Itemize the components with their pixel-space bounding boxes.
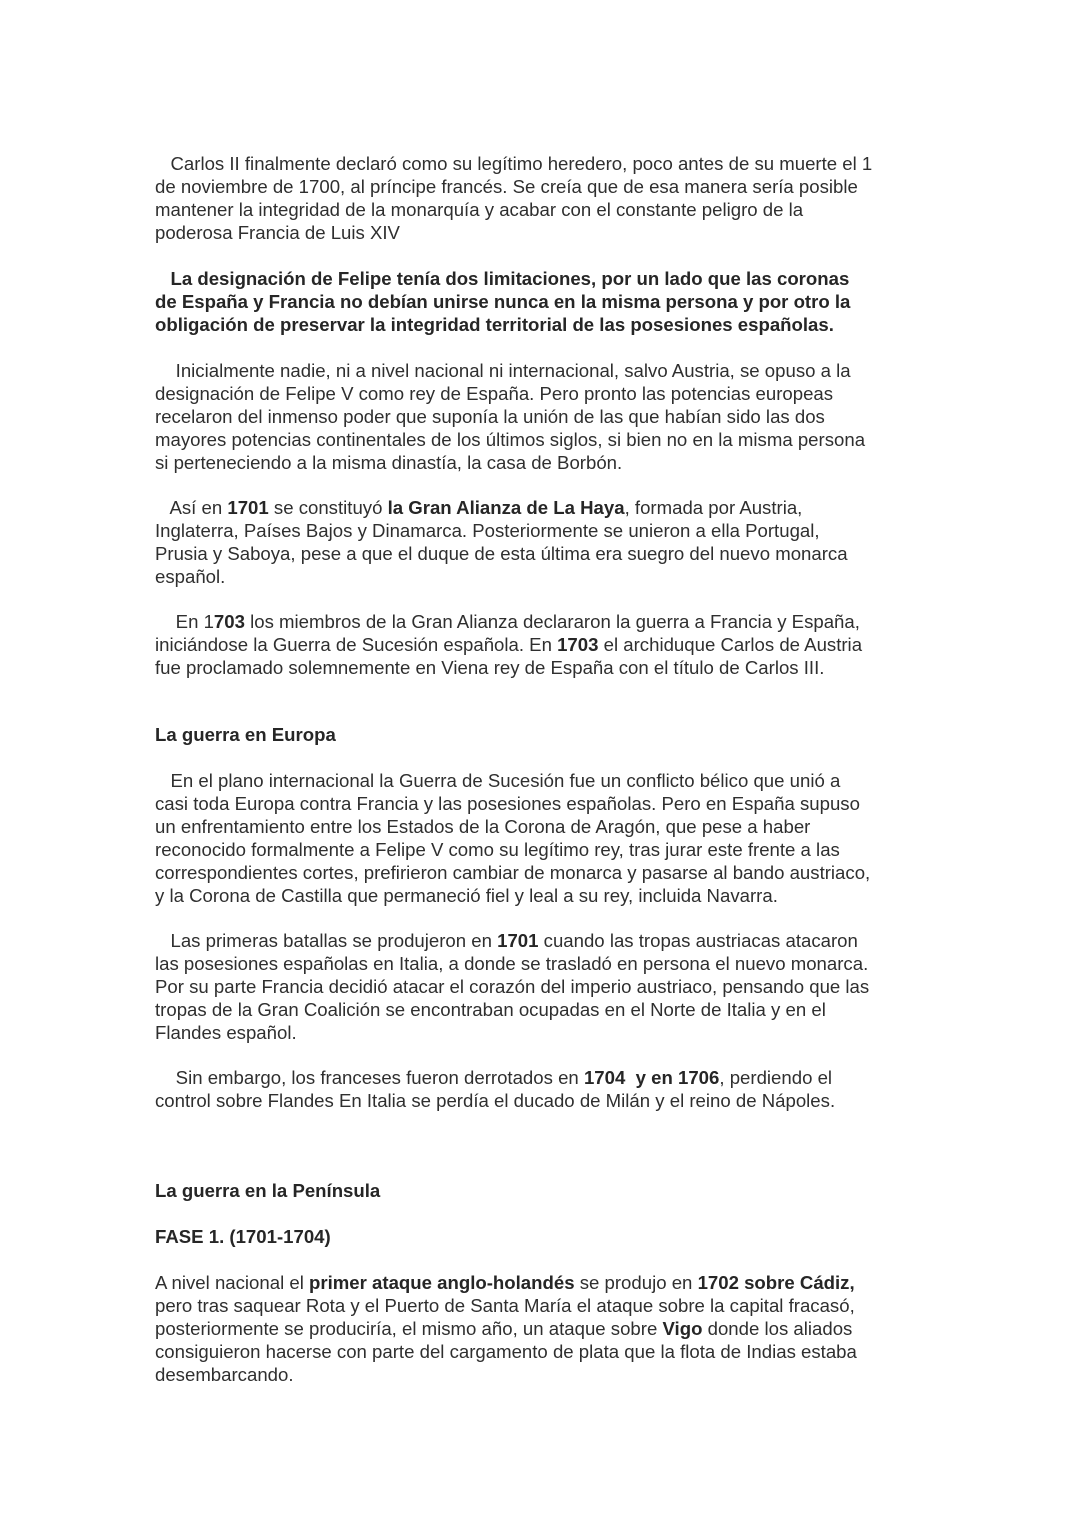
text-line xyxy=(155,929,955,952)
text-run: fue proclamado solemnemente en Viena rey de España con el título de Carlos III. xyxy=(155,657,825,678)
bold-text: de España y Francia no debían unirse nunca en la misma persona y por otro la xyxy=(155,291,851,312)
text-run: Así en xyxy=(155,497,228,518)
text-line xyxy=(155,451,955,474)
text-run: las posesiones españolas en Italia, a donde se trasladó en persona el nuevo monarca. xyxy=(155,953,869,974)
text-run: Inglaterra, Países Bajos y Dinamarca. Posteriormente se unieron a ella Portugal, xyxy=(155,520,820,541)
text-run: Inicialmente nadie, ni a nivel nacional ni internacional, salvo Austria, se opuso a la xyxy=(155,360,851,381)
text-line xyxy=(155,1225,955,1248)
bold-text: 703 xyxy=(213,611,245,632)
text-run: Sin embargo, los franceses fueron derrotados en xyxy=(155,1067,584,1088)
text-run: recelaron del inmenso poder que suponía la unión de las que habían sido las dos xyxy=(155,406,825,427)
text-run: poderosa Francia de Luis XIV xyxy=(155,222,400,243)
text-line xyxy=(155,290,955,313)
text-run: En el plano internacional la Guerra de Sucesión fue un conflicto bélico que unió a xyxy=(155,770,841,791)
text-run: si perteneciendo a la misma dinastía, la casa de Borbón. xyxy=(155,452,623,473)
text-run: Por su parte Francia decidió atacar el corazón del imperio austriaco, pensando que las xyxy=(155,976,870,997)
text-run: tropas de la Gran Coalición se encontraban ocupadas en el Norte de Italia y en el xyxy=(155,999,826,1020)
text-line xyxy=(155,792,955,815)
bold-text: 1703 xyxy=(557,634,599,655)
section-heading xyxy=(155,723,955,746)
text-line xyxy=(155,359,955,382)
text-run: y la Corona de Castilla que permaneció fiel y leal a su rey, incluida Navarra. xyxy=(155,885,778,906)
section-heading xyxy=(155,1225,955,1248)
text-line xyxy=(155,496,955,519)
text-line xyxy=(155,1089,955,1112)
text-run: casi toda Europa contra Francia y las posesiones españolas. Pero en España supuso xyxy=(155,793,860,814)
bold-text: 1704 y en 1706 xyxy=(583,1067,720,1088)
text-line xyxy=(155,998,955,1021)
text-run: mayores potencias continentales de los últimos siglos, si bien no en la misma persona xyxy=(155,429,866,450)
text-line xyxy=(155,952,955,975)
text-line xyxy=(155,221,955,244)
text-run: español. xyxy=(155,566,226,587)
text-run: los miembros de la Gran Alianza declararon la guerra a Francia y España, xyxy=(244,611,860,632)
text-line xyxy=(155,1271,955,1294)
text-run: de noviembre de 1700, al príncipe francés. Se creía que de esa manera sería posible xyxy=(155,176,858,197)
text-run: donde los aliados xyxy=(702,1318,853,1339)
paragraph xyxy=(155,929,955,1044)
text-run: consiguieron hacerse con parte del cargamento de plata que la flota de Indias estaba xyxy=(155,1341,857,1362)
text-run: , formada por Austria, xyxy=(624,497,803,518)
text-line xyxy=(155,633,955,656)
text-run: mantener la integridad de la monarquía y acabar con el constante peligro de la xyxy=(155,199,804,220)
paragraph xyxy=(155,359,955,474)
text-line xyxy=(155,975,955,998)
paragraph xyxy=(155,769,955,907)
bold-text: La guerra en la Península xyxy=(155,1180,381,1201)
paragraph xyxy=(155,610,955,679)
text-run: Flandes español. xyxy=(155,1022,297,1043)
text-line xyxy=(155,313,955,336)
text-run: pero tras saquear Rota y el Puerto de Santa María el ataque sobre la capital fracasó, xyxy=(155,1295,855,1316)
text-line xyxy=(155,884,955,907)
text-run: control sobre Flandes En Italia se perdía el ducado de Milán y el reino de Nápoles. xyxy=(155,1090,836,1111)
text-run: el archiduque Carlos de Austria xyxy=(598,634,863,655)
text-line xyxy=(155,656,955,679)
text-line xyxy=(155,152,955,175)
text-line xyxy=(155,838,955,861)
text-line xyxy=(155,610,955,633)
bold-text: Vigo xyxy=(662,1318,703,1339)
text-run: un enfrentamiento entre los Estados de la Corona de Aragón, que pese a haber xyxy=(155,816,811,837)
text-run: A nivel nacional el xyxy=(155,1272,310,1293)
text-line xyxy=(155,428,955,451)
bold-text: 1701 xyxy=(227,497,269,518)
text-run: se constituyó xyxy=(268,497,388,518)
text-run: , perdiendo el xyxy=(719,1067,833,1088)
bold-text: primer ataque anglo-holandés xyxy=(309,1272,575,1293)
paragraph xyxy=(155,1271,955,1386)
text-line xyxy=(155,1340,955,1363)
bold-text: 1701 xyxy=(497,930,539,951)
text-line xyxy=(155,861,955,884)
text-line xyxy=(155,1179,955,1202)
bold-text: obligación de preservar la integridad territorial de las posesiones españolas. xyxy=(155,314,834,335)
text-line xyxy=(155,405,955,428)
paragraph xyxy=(155,496,955,588)
text-line xyxy=(155,1363,955,1386)
text-run: se produjo en xyxy=(574,1272,698,1293)
text-run: desembarcando. xyxy=(155,1364,294,1385)
text-line xyxy=(155,1021,955,1044)
text-run: correspondientes cortes, prefirieron cambiar de monarca y pasarse al bando austriaco, xyxy=(155,862,871,883)
text-run: reconocido formalmente a Felipe V como su legítimo rey, tras jurar este frente a las xyxy=(155,839,840,860)
paragraph xyxy=(155,1066,955,1112)
bold-text: La guerra en Europa xyxy=(155,724,336,745)
text-line xyxy=(155,198,955,221)
text-line xyxy=(155,542,955,565)
text-run: designación de Felipe V como rey de España. Pero pronto las potencias europeas xyxy=(155,383,834,404)
section-heading xyxy=(155,1179,955,1202)
bold-text: la Gran Alianza de La Haya xyxy=(387,497,625,518)
bold-text: 1702 sobre Cádiz, xyxy=(697,1272,855,1293)
text-line xyxy=(155,1294,955,1317)
bold-text: La designación de Felipe tenía dos limitaciones, por un lado que las coronas xyxy=(155,268,850,289)
text-run: Las primeras batallas se produjeron en xyxy=(155,930,498,951)
text-run: posteriormente se produciría, el mismo año, un ataque sobre xyxy=(155,1318,663,1339)
text-run: cuando las tropas austriacas atacaron xyxy=(538,930,858,951)
text-line xyxy=(155,1066,955,1089)
text-line xyxy=(155,267,955,290)
text-run: Prusia y Saboya, pese a que el duque de esta última era suegro del nuevo monarca xyxy=(155,543,848,564)
text-run: Carlos II finalmente declaró como su legítimo heredero, poco antes de su muerte el 1 xyxy=(155,153,873,174)
text-line xyxy=(155,815,955,838)
bold-text: FASE 1. (1701-1704) xyxy=(155,1226,331,1247)
text-line xyxy=(155,175,955,198)
text-run: En 1 xyxy=(155,611,214,632)
paragraph xyxy=(155,267,955,336)
text-line xyxy=(155,565,955,588)
text-run: iniciándose la Guerra de Sucesión española. En xyxy=(155,634,558,655)
text-line xyxy=(155,519,955,542)
paragraph xyxy=(155,152,955,244)
text-line xyxy=(155,382,955,405)
text-line xyxy=(155,723,955,746)
text-line xyxy=(155,769,955,792)
text-line xyxy=(155,1317,955,1340)
